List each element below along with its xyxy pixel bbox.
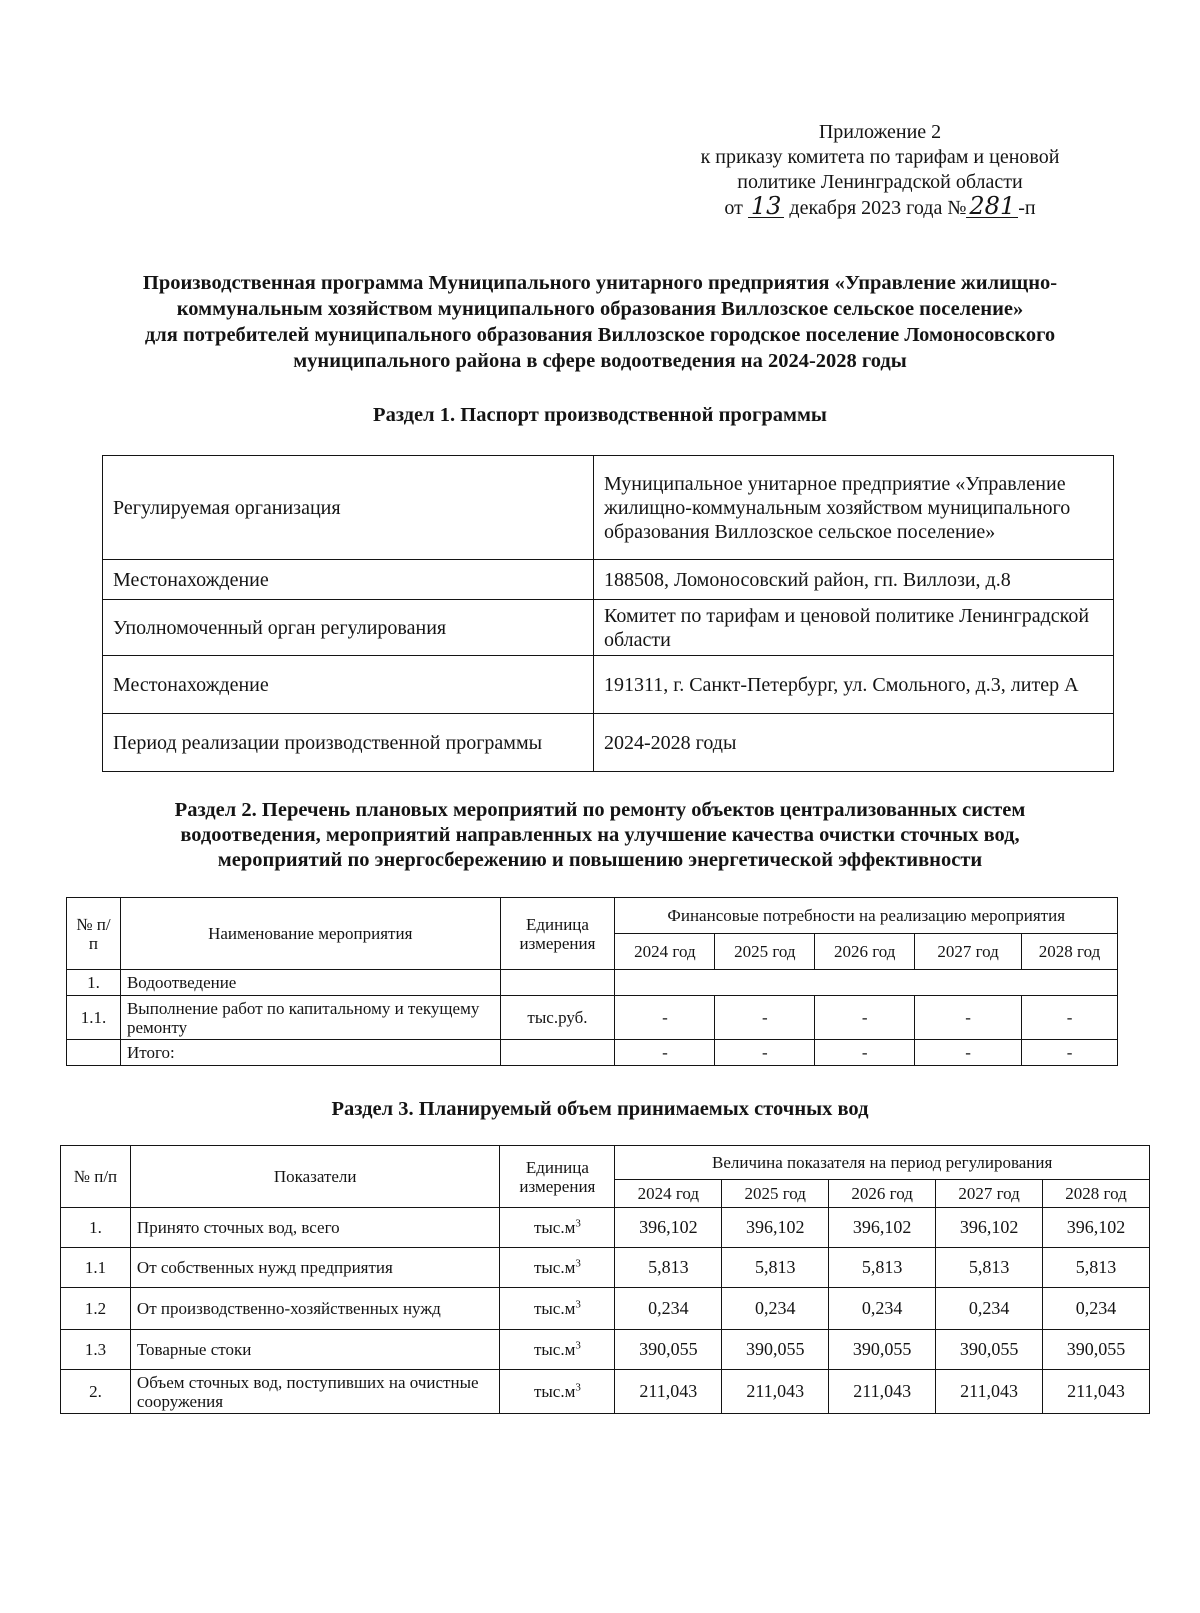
appendix-month-year: декабря 2023 года № bbox=[789, 197, 967, 219]
volume-table bbox=[60, 1145, 1150, 1414]
header-year: 2025 год bbox=[722, 1180, 829, 1208]
table-header-row bbox=[61, 1146, 1150, 1180]
section1-title-text: Раздел 1. Паспорт производственной программы bbox=[373, 404, 827, 426]
activities-table bbox=[66, 897, 1118, 1066]
row-num: 1. bbox=[67, 970, 121, 996]
row-value: - bbox=[815, 996, 915, 1040]
unit-text: тыс.м bbox=[533, 1382, 576, 1401]
header-year: 2027 год bbox=[936, 1180, 1043, 1208]
row-value: - bbox=[1022, 996, 1118, 1040]
row-value: 211,043 bbox=[1043, 1370, 1150, 1414]
table-row bbox=[103, 456, 1114, 560]
header-year: 2028 год bbox=[1043, 1180, 1150, 1208]
row-value: - bbox=[915, 1040, 1022, 1066]
appendix-line-1: Приложение 2 bbox=[818, 121, 942, 143]
row-name: От собственных нужд предприятия bbox=[130, 1248, 500, 1288]
row-unit bbox=[500, 1208, 615, 1248]
passport-label: Местонахождение bbox=[103, 656, 594, 714]
program-title-line-3: для потребителей муниципального образования Виллозское городское поселение Ломоносовского bbox=[144, 324, 1056, 346]
row-name: Объем сточных вод, поступивших на очистные сооружения bbox=[130, 1370, 500, 1414]
section3-title bbox=[60, 1097, 1140, 1122]
table-row bbox=[61, 1248, 1150, 1288]
row-num: 1.1 bbox=[61, 1248, 131, 1288]
row-value: 5,813 bbox=[829, 1248, 936, 1288]
passport-label: Период реализации производственной программы bbox=[103, 714, 594, 772]
header-year: 2028 год bbox=[1022, 934, 1118, 970]
unit-sup: 3 bbox=[575, 1298, 581, 1311]
table-row bbox=[103, 714, 1114, 772]
row-value: 390,055 bbox=[722, 1330, 829, 1370]
row-value: 396,102 bbox=[615, 1208, 722, 1248]
section2-title-line-1: Раздел 2. Перечень плановых мероприятий по ремонту объектов централизованных систем bbox=[174, 799, 1026, 821]
section2-title-line-3: мероприятий по энергосбережению и повышению энергетической эффективности bbox=[217, 849, 983, 871]
handwritten-day: 13 bbox=[748, 195, 785, 218]
unit-sup: 3 bbox=[575, 1257, 581, 1270]
row-value: 5,813 bbox=[936, 1248, 1043, 1288]
row-value: 396,102 bbox=[936, 1208, 1043, 1248]
header-year: 2024 год bbox=[615, 934, 715, 970]
row-value: 211,043 bbox=[615, 1370, 722, 1414]
unit-text: тыс.м bbox=[533, 1258, 576, 1277]
row-value: 0,234 bbox=[829, 1288, 936, 1330]
passport-value: Комитет по тарифам и ценовой политике Ленинградской области bbox=[594, 600, 1114, 656]
table-row bbox=[67, 1040, 1118, 1066]
row-value: - bbox=[1022, 1040, 1118, 1066]
unit-sup: 3 bbox=[575, 1339, 581, 1352]
row-unit bbox=[500, 1370, 615, 1414]
program-title-line-1: Производственная программа Муниципального унитарного предприятия «Управление жилищно- bbox=[142, 272, 1058, 294]
row-unit bbox=[500, 970, 615, 996]
row-num: 2. bbox=[61, 1370, 131, 1414]
row-value: 390,055 bbox=[615, 1330, 722, 1370]
row-unit bbox=[500, 1248, 615, 1288]
row-empty bbox=[615, 970, 1118, 996]
passport-label: Регулируемая организация bbox=[103, 456, 594, 560]
row-unit bbox=[500, 1040, 615, 1066]
table-row bbox=[61, 1208, 1150, 1248]
section2-title-line-2: водоотведения, мероприятий направленных на улучшение качества очистки сточных вод, bbox=[180, 824, 1020, 846]
table-row bbox=[103, 600, 1114, 656]
row-name: Выполнение работ по капитальному и текущему ремонту bbox=[120, 996, 500, 1040]
row-value: 0,234 bbox=[936, 1288, 1043, 1330]
table-row bbox=[67, 970, 1118, 996]
section1-title bbox=[60, 403, 1140, 428]
program-title-line-4: муниципального района в сфере водоотведения на 2024-2028 годы bbox=[293, 350, 907, 372]
row-num bbox=[67, 1040, 121, 1066]
table-row bbox=[103, 656, 1114, 714]
program-title-line-2: коммунальным хозяйством муниципального образования Виллозское сельское поселение» bbox=[176, 298, 1024, 320]
passport-label: Уполномоченный орган регулирования bbox=[103, 600, 594, 656]
row-value: 390,055 bbox=[936, 1330, 1043, 1370]
row-value: 396,102 bbox=[722, 1208, 829, 1248]
row-value: 5,813 bbox=[1043, 1248, 1150, 1288]
unit-text: тыс.м bbox=[533, 1340, 576, 1359]
unit-sup: 3 bbox=[575, 1381, 581, 1394]
row-value: 0,234 bbox=[615, 1288, 722, 1330]
header-num: № п/п bbox=[61, 1146, 131, 1208]
appendix-date-line bbox=[640, 192, 1120, 221]
header-finance: Финансовые потребности на реализацию мероприятия bbox=[615, 898, 1118, 934]
passport-value: 191311, г. Санкт-Петербург, ул. Смольного, д.3, литер А bbox=[594, 656, 1114, 714]
header-unit: Единица измерения bbox=[500, 898, 615, 970]
appendix-from: от bbox=[724, 197, 743, 219]
header-period: Величина показателя на период регулирования bbox=[615, 1146, 1150, 1180]
row-value: 0,234 bbox=[1043, 1288, 1150, 1330]
row-name: Товарные стоки bbox=[130, 1330, 500, 1370]
section2-title bbox=[60, 798, 1140, 873]
row-value: - bbox=[615, 996, 715, 1040]
appendix-header bbox=[640, 120, 1120, 221]
row-value: - bbox=[615, 1040, 715, 1066]
row-value: 211,043 bbox=[722, 1370, 829, 1414]
row-value: - bbox=[815, 1040, 915, 1066]
row-num: 1.3 bbox=[61, 1330, 131, 1370]
row-value: 390,055 bbox=[1043, 1330, 1150, 1370]
row-unit bbox=[500, 1288, 615, 1330]
row-value: - bbox=[715, 1040, 815, 1066]
passport-value: Муниципальное унитарное предприятие «Управление жилищно-коммунальным хозяйством муниципального образования Виллозское сельское поселение» bbox=[594, 456, 1114, 560]
row-unit: тыс.руб. bbox=[500, 996, 615, 1040]
row-value: 390,055 bbox=[829, 1330, 936, 1370]
row-name: Принято сточных вод, всего bbox=[130, 1208, 500, 1248]
section3-title-text: Раздел 3. Планируемый объем принимаемых сточных вод bbox=[331, 1098, 869, 1120]
row-num: 1.1. bbox=[67, 996, 121, 1040]
program-title bbox=[60, 270, 1140, 374]
row-num: 1.2 bbox=[61, 1288, 131, 1330]
header-name: Наименование мероприятия bbox=[120, 898, 500, 970]
header-year: 2024 год bbox=[615, 1180, 722, 1208]
header-unit: Единица измерения bbox=[500, 1146, 615, 1208]
unit-text: тыс.м bbox=[533, 1299, 576, 1318]
passport-value: 2024-2028 годы bbox=[594, 714, 1114, 772]
row-value: 396,102 bbox=[829, 1208, 936, 1248]
header-year: 2026 год bbox=[815, 934, 915, 970]
table-row bbox=[103, 560, 1114, 600]
handwritten-number: 281 bbox=[966, 195, 1018, 218]
row-value: - bbox=[915, 996, 1022, 1040]
appendix-line-2: к приказу комитета по тарифам и ценовой bbox=[700, 146, 1060, 168]
table-row bbox=[67, 996, 1118, 1040]
table-header-row bbox=[67, 898, 1118, 934]
header-year: 2026 год bbox=[829, 1180, 936, 1208]
header-name: Показатели bbox=[130, 1146, 500, 1208]
row-value: 0,234 bbox=[722, 1288, 829, 1330]
row-num: 1. bbox=[61, 1208, 131, 1248]
header-year: 2027 год bbox=[915, 934, 1022, 970]
table-row bbox=[61, 1330, 1150, 1370]
row-unit bbox=[500, 1330, 615, 1370]
appendix-suffix: -п bbox=[1018, 197, 1036, 219]
passport-label: Местонахождение bbox=[103, 560, 594, 600]
appendix-line-3: политике Ленинградской области bbox=[737, 171, 1023, 193]
row-name: Водоотведение bbox=[120, 970, 500, 996]
row-name: От производственно-хозяйственных нужд bbox=[130, 1288, 500, 1330]
row-value: 396,102 bbox=[1043, 1208, 1150, 1248]
header-num: № п/п bbox=[67, 898, 121, 970]
row-value: 5,813 bbox=[615, 1248, 722, 1288]
header-year: 2025 год bbox=[715, 934, 815, 970]
passport-table bbox=[102, 455, 1114, 772]
unit-sup: 3 bbox=[575, 1217, 581, 1230]
row-value: 211,043 bbox=[829, 1370, 936, 1414]
row-value: 5,813 bbox=[722, 1248, 829, 1288]
table-row bbox=[61, 1288, 1150, 1330]
table-row bbox=[61, 1370, 1150, 1414]
row-value: 211,043 bbox=[936, 1370, 1043, 1414]
row-value: - bbox=[715, 996, 815, 1040]
row-name: Итого: bbox=[120, 1040, 500, 1066]
unit-text: тыс.м bbox=[533, 1218, 576, 1237]
passport-value: 188508, Ломоносовский район, гп. Виллози, д.8 bbox=[594, 560, 1114, 600]
